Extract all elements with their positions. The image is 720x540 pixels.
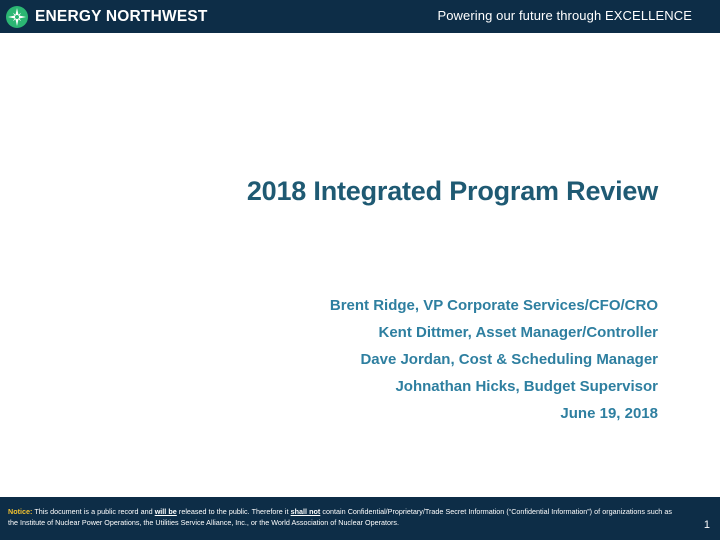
atom-star-logo-icon — [5, 5, 29, 29]
presenter-line: Dave Jordan, Cost & Scheduling Manager — [360, 351, 658, 368]
page-number: 1 — [703, 519, 710, 531]
notice-label: Notice: — [8, 507, 33, 516]
logo-text: ENERGY NORTHWEST — [35, 7, 208, 25]
tagline — [437, 8, 692, 23]
presenter-line: Kent Dittmer, Asset Manager/Controller — [378, 324, 658, 341]
notice-text-2: released to the public. Therefore it — [178, 507, 289, 516]
company-logo — [5, 4, 208, 29]
tagline-prefix: Powering our future through — [437, 8, 606, 23]
presenter-list — [330, 292, 658, 427]
legal-notice — [8, 506, 672, 528]
presentation-date: June 19, 2018 — [560, 405, 658, 422]
tagline-emphasis: EXCELLENCE — [605, 8, 692, 23]
notice-text-1: This document is a public record and — [34, 507, 153, 516]
notice-text-3: contain Confidential/Proprietary/Trade Secret Information (“Confidential Information”) of organizations such as the Institute of Nuclear Power Operations, the Utilities Service Alliance, Inc., or the World Association of Nuclear Operators. — [8, 507, 673, 527]
presenter-line: Brent Ridge, VP Corporate Services/CFO/CRO — [329, 297, 658, 314]
footer-bar — [0, 497, 720, 540]
notice-shall-not: shall not — [290, 507, 321, 516]
slide-title: 2018 Integrated Program Review — [246, 176, 658, 206]
presenter-line: Johnathan Hicks, Budget Supervisor — [395, 378, 658, 395]
notice-will-be: will be — [154, 507, 177, 516]
header-bar — [0, 0, 720, 33]
